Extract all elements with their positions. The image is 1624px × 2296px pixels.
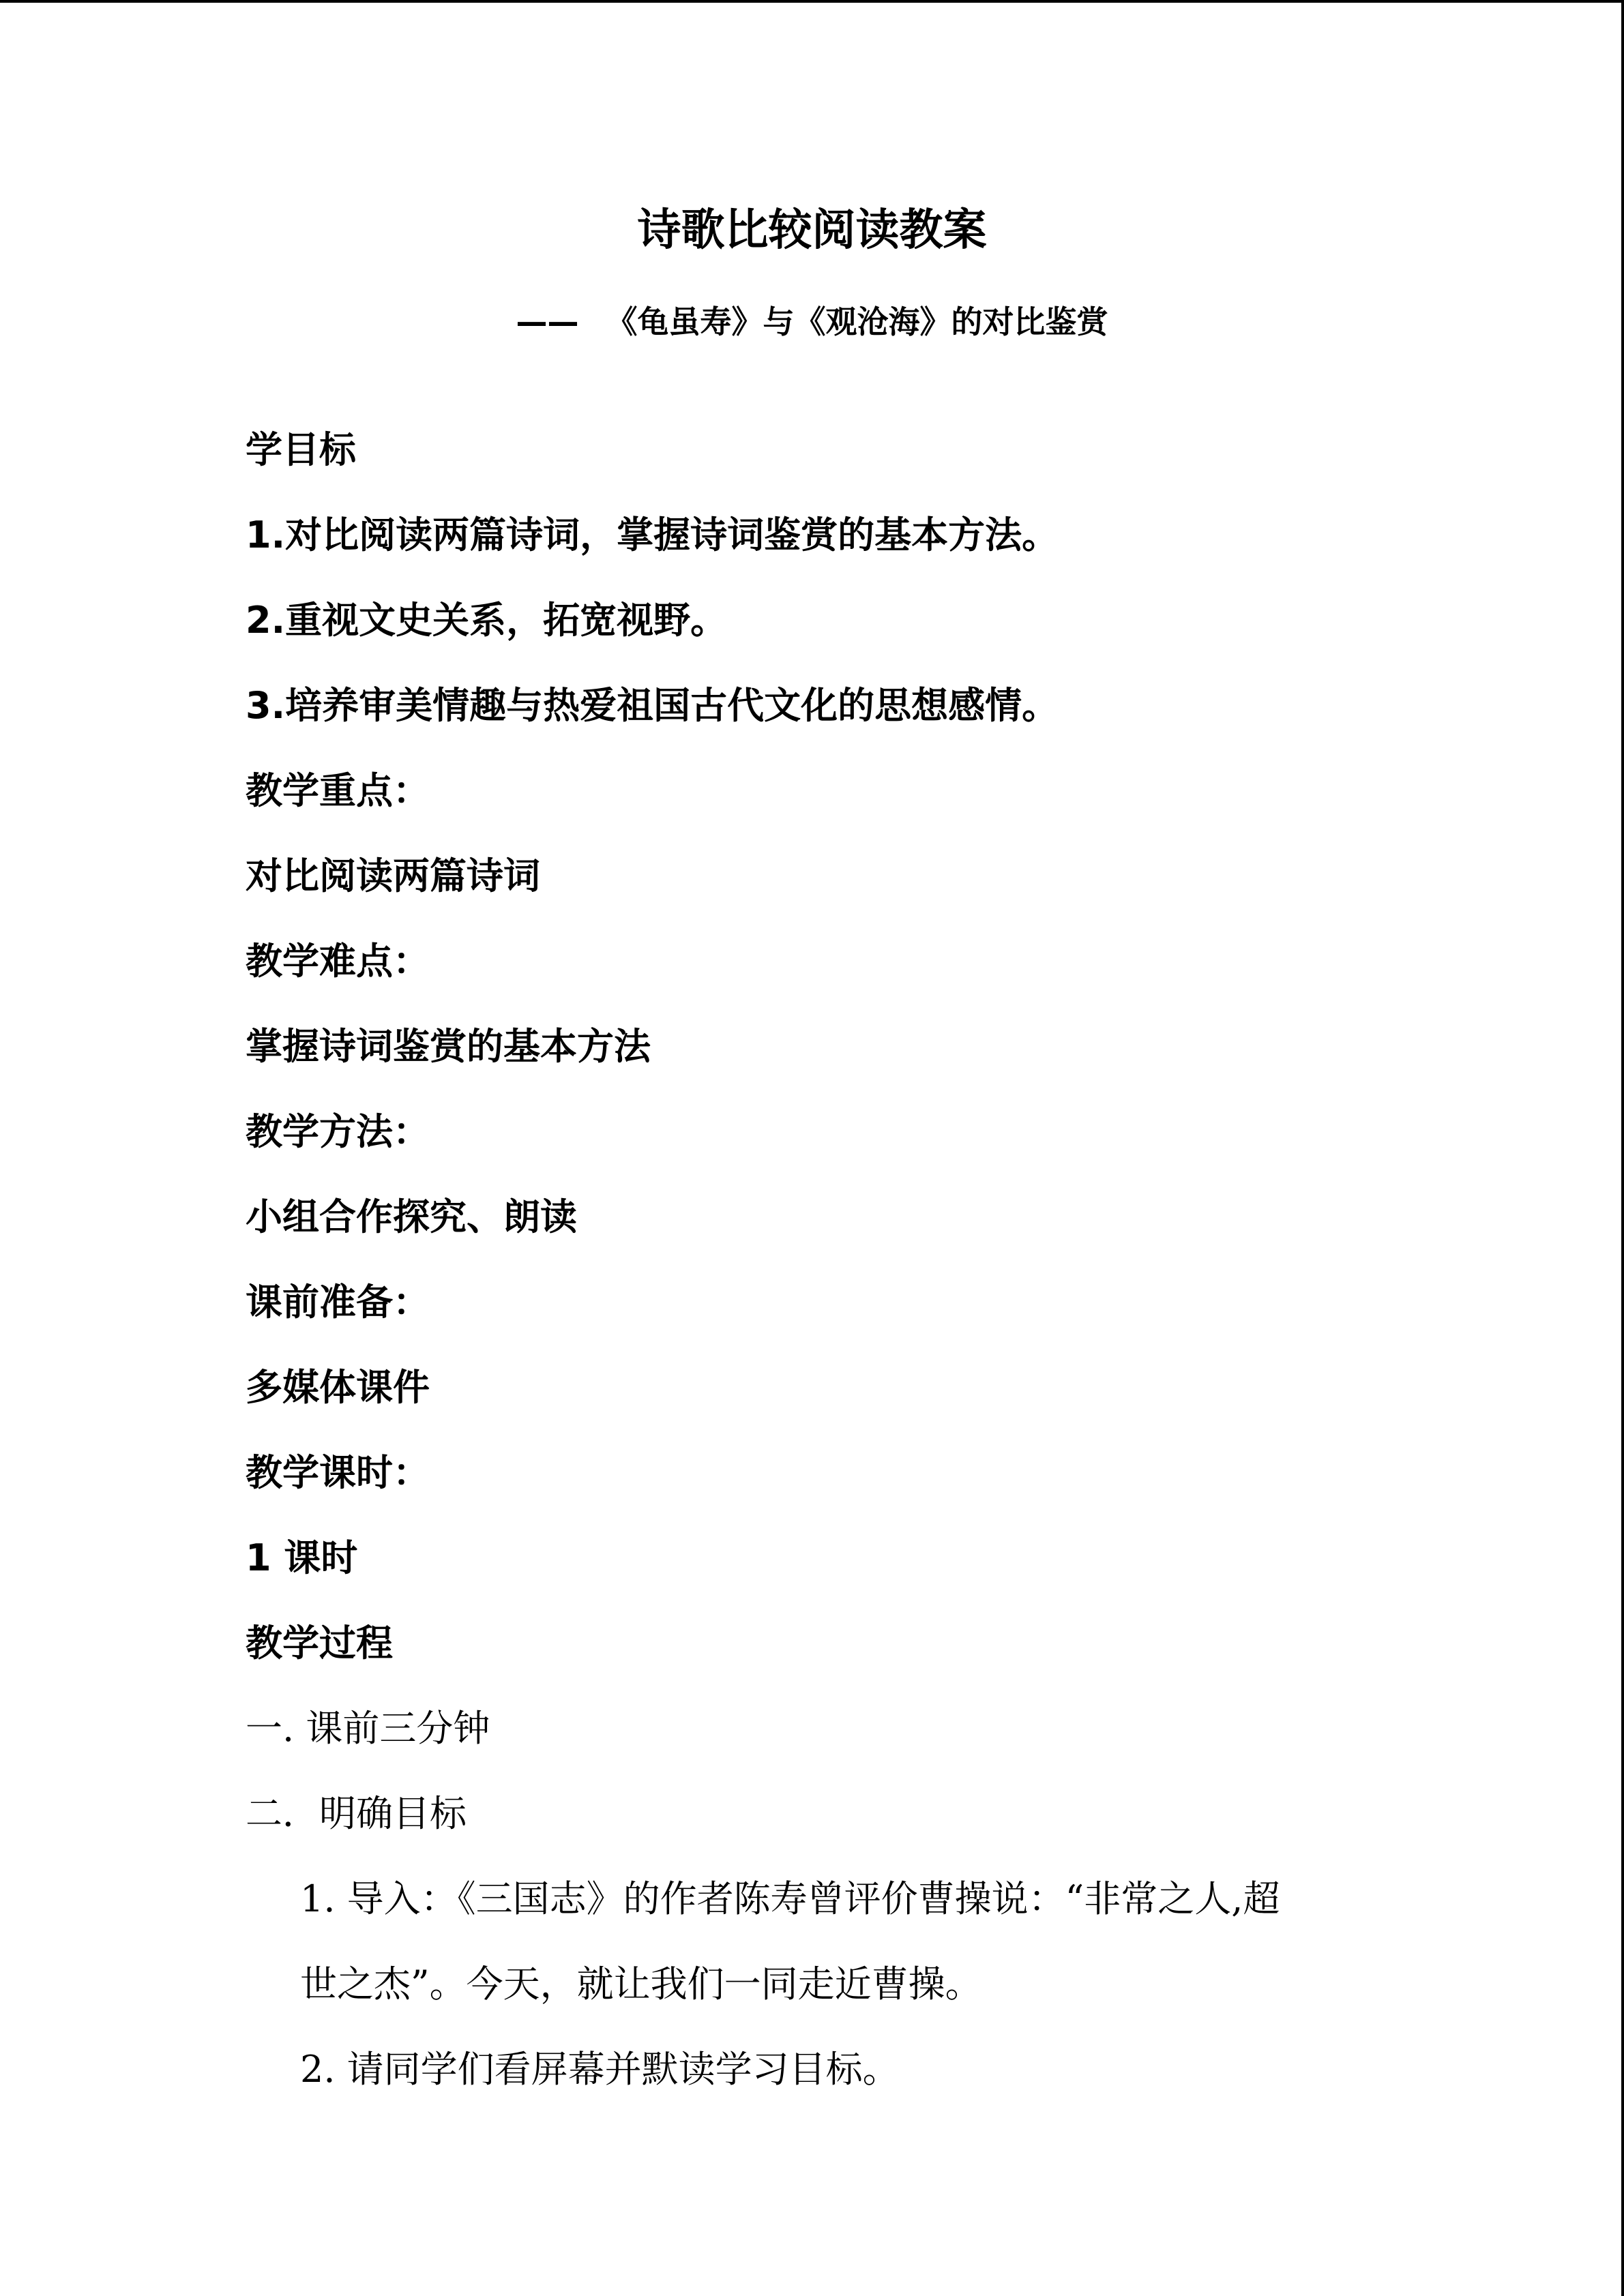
section-heading-methods: 教学方法： [246,1110,430,1153]
section-heading-objectives: 学目标 [246,428,356,471]
section-heading-difficulties: 教学难点： [246,940,430,983]
key-points-text: 对比阅读两篇诗词 [246,854,540,897]
section-heading-preparation: 课前准备： [246,1281,430,1324]
process-step: 二．明确目标 [246,1792,467,1835]
objective-item: 3.培养审美情趣与热爱祖国古代文化的思想感情。 [246,684,1059,727]
section-heading-process: 教学过程 [246,1622,393,1665]
process-substep: 1. 导入：《三国志》的作者陈寿曾评价曹操说：“非常之人,超 [300,1877,1280,1920]
objective-item: 1.对比阅读两篇诗词，掌握诗词鉴赏的基本方法。 [246,513,1059,556]
process-substep-continued: 世之杰”。今天，就让我们一同走近曹操。 [300,1963,982,2006]
process-substep: 2. 请同学们看屏幕并默读学习目标。 [300,2048,900,2091]
preparation-text: 多媒体课件 [246,1366,430,1409]
subtitle-text: 《龟虽寿》与《观沧海》的对比鉴赏 [606,303,1108,340]
methods-text: 小组合作探究、朗读 [246,1195,577,1238]
objective-item: 2.重视文史关系，拓宽视野。 [246,599,728,642]
document-title: 诗歌比较阅读教案 [637,205,987,256]
section-heading-class-hours: 教学课时： [246,1451,430,1494]
subtitle-dash: —— [516,303,579,340]
section-heading-key-points: 教学重点： [246,769,430,812]
difficulties-text: 掌握诗词鉴赏的基本方法 [246,1025,651,1068]
process-step: 一. 课前三分钟 [246,1707,490,1750]
class-hours-text: 1 课时 [246,1536,358,1579]
